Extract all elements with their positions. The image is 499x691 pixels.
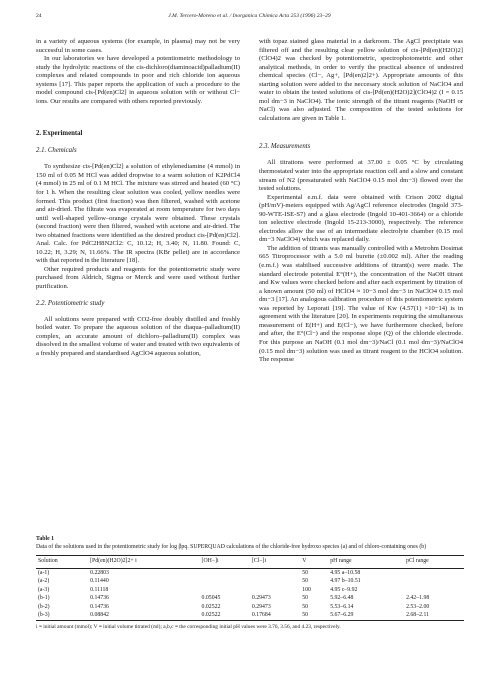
paragraph: All titrations were performed at 37.00 ± 0.05 °C by circulating thermostated water into the appropriate reaction cell and a slow and constant stream of N2 (presaturated with NaClO4 0.15 mol dm−3) flowed over the tested solutions.	[259, 159, 463, 193]
left-column	[36, 38, 240, 358]
table-row	[36, 586, 464, 595]
table-row	[36, 603, 464, 612]
table-row	[36, 578, 464, 587]
table-cell	[200, 586, 250, 595]
table-cell: (b-2)	[38, 603, 50, 610]
table-caption	[36, 536, 464, 551]
table-cell: 0.22803	[90, 569, 109, 576]
table-cell: 2.53–2.00	[406, 603, 430, 610]
right-column	[259, 38, 463, 365]
table-cell	[250, 586, 300, 595]
table-cell: 4.95 a–10.58	[330, 569, 361, 576]
column-header: pH range	[328, 556, 404, 569]
table-cell: (b-1)	[38, 595, 50, 601]
table-cell: 0.02522	[201, 603, 221, 610]
column-header: [Pd(en)(H2O)2]2+ i	[88, 556, 199, 569]
table-row	[36, 569, 464, 578]
table-cell	[200, 578, 250, 587]
table-cell: 2.68–2.11	[404, 612, 464, 621]
column-header: V	[300, 556, 328, 569]
table-cell: (b-3)	[36, 612, 88, 621]
table-cell: 50	[302, 603, 308, 610]
table-cell: 0.29473	[251, 603, 271, 610]
table-cell: 0.17684	[250, 612, 300, 621]
paragraph: All solutions were prepared with CO2-free doubly distilled and freshly boiled water. To prepare the aqueous solution of the diaqua–palladium(II) complex, an accurate amount of dichloro–palladium(II) complex was dissolved in the smallest volume of water and treated with two equivalents of a freshly prepared and standardised AgClO4 aqueous solution,	[36, 315, 240, 357]
subsection-heading-measurements: 2.3. Measurements	[259, 143, 311, 151]
table-cell: (a-2)	[38, 578, 50, 584]
column-header: [Cl−]i	[250, 556, 300, 569]
table-cell: 100	[302, 586, 311, 593]
column-header: [OH−]i	[200, 556, 250, 569]
table-cell: 0.11440	[90, 578, 109, 584]
table-1	[36, 536, 464, 632]
table-cell: 0.05045	[201, 595, 221, 601]
subsection-heading-potentiometric-study: 2.2. Potentiometric study	[36, 299, 105, 307]
subsection-heading-chemicals: 2.1. Chemicals	[36, 147, 77, 155]
table-cell	[250, 569, 300, 578]
data-table	[36, 555, 464, 621]
table-cell	[200, 569, 250, 578]
table-cell: 5.53–6.14	[330, 603, 354, 610]
table-cell: 0.08842	[88, 612, 199, 621]
column-header: Solution	[36, 556, 88, 569]
table-header-row	[36, 556, 464, 569]
table-cell: 0.02522	[200, 612, 250, 621]
table-cell: 50	[300, 612, 328, 621]
table-cell: 2.42–1.98	[406, 595, 430, 601]
paragraph: with topaz stained glass material in a darkroom. The AgCl precipitate was filtered off and the resulting clear yellow solution of cis-[Pd(en)(H2O)2](ClO4)2 was checked by potentiometric, spectrophotometric and other analytical methods, in order to verify the practical absence of undesired chemical species (Cl−, Ag+, [Pd(en)2]2+). Appropriate amounts of this starting solution were added to the neccesary stock solution of NaClO4 and water to obtain the tested solutions of cis-[Pd(en)(H2O)2](ClO4)2 (I = 0.15 mol dm−3 in NaClO4). The ionic strength of the titrant reagents (NaOH or NaCl) was also adjusted. The composition of the tested solutions for calculations are given in Table 1.	[259, 38, 463, 122]
paragraph: Experimental e.m.f. data were obtained with Crison 2002 digital (pH/mV)-meters equipped with Ag/AgCl reference electrodes (Ingold 373-90-WTE-ISE-S7) and a glass electrode (Ingold 10-401-3664) or a chloride ion selective electrode (Ingold 15-213-3000), respectively. The reference electrodes allow the use of an intermediate electrolyte chamber (0.15 mol dm−3 NaClO4) which was replaced daily.	[259, 193, 463, 244]
table-cell: 0.11118	[90, 586, 109, 593]
table-cell: 50	[302, 569, 308, 576]
table-cell: 4.95 c–9.92	[330, 586, 358, 593]
running-header	[36, 13, 463, 23]
column-header: pCl range	[404, 556, 464, 569]
table-cell: 0.14736	[90, 595, 109, 601]
table-footnote: i ≡ initial amount (mmol); V ≡ initial volume titrated (ml); a,b,c ≡ the corresponding initial pH values were 3.76, 3.56, and 4.23, respectively.	[36, 624, 341, 630]
table-row	[36, 595, 464, 604]
paragraph: The addition of titrants was manually controlled with a Metrohm Dosimat 665 Titroprocessor with a 5.0 ml burette (±0.002 ml). After the reading (e.m.f.) was stabilised successive additions of titrant(s) were made. The standard electrode potential E°(H+), the concentration of the NaOH titrant and Kw values were checked before and after each experiment by titration of a known amount (50 ml) of HClO4 ≈ 10−3 mol dm−3 in NaClO4 0.15 mol dm−3 [17]. An analogous calibration procedure of this potentiometric system was reported by Leporati [19]. The value of Kw (4.57(1) ×10−14) is in agreement with the literature [20]. In experiments requiring the simultaneous measurement of E(H+) and E(Cl−), we have furthermore checked, before and after, the E°(Cl−) and the response slope (Q) of the chloride electrode. For this purpose an NaOH (0.1 mol dm−3)/NaCl (0.1 mol dm−3)/NaClO4 (0.15 mol dm−3) solution was used as titrant reagent to the HClO4 solution. The response	[259, 244, 463, 364]
table-cell: 5.67–6.29	[328, 612, 404, 621]
table-cell: 0.29473	[251, 595, 271, 601]
table-cell: 0.14736	[90, 603, 109, 610]
table-row	[36, 612, 464, 621]
table-cell	[250, 578, 300, 587]
table-caption-text: Data of the solutions used in the potentiometric study for log βpq. SUPERQUAD calculations of the chloride-free hydroxo species (a) and of chloro-containing ones (b)	[36, 543, 427, 550]
section-heading-experimental: 2. Experimental	[36, 130, 83, 138]
running-title: J.M. Tercero-Moreno et al. / Inorganica Chimica Acta 253 (1996) 23–29	[168, 13, 331, 19]
paragraph: To synthesize cis-[Pd(en)Cl2] a solution of ethylenediamine (4 mmol) in 150 ml of 0.05 M HCl was added dropwise to a warm solution of K2PdCl4 (4 mmol) in 25 ml of 0.1 M HCl. The mixture was stirred and heated (60 °C) for 1 h. When the resulting clear solution was cooled, yellow needles were formed. This product (first fraction) was then filtered, washed with acetone and air-dried. The filtrate was evaporated at room temperature for two days until well-shaped yellow–orange crystals were obtained. These crystals (second fraction) were then filtered, washed with acetone and air-dried. The two obtained fractions were identified as the desired product cis-[Pd(en)Cl2]. Anal. Calc. for PdC2H8N2Cl2: C, 10.12; H, 3.40; N, 11.80. Found: C, 10.22; H, 3.29; N, 11.66%. The IR spectra (KBr pellet) are in accordance with that reported in the literature [18].	[36, 163, 240, 265]
table-cell	[404, 578, 464, 587]
table-cell: 5.92–6.48	[330, 595, 354, 601]
table-cell: (a-1)	[38, 569, 50, 576]
table-cell: 4.97 b–10.51	[330, 578, 361, 584]
table-label: Table 1	[36, 536, 54, 542]
table-cell: 50	[302, 595, 308, 601]
paragraph: Other required products and reagents for the potentiometric study were purchased from Aldrich, Sigma or Merck and were used without further purification.	[36, 265, 240, 291]
table-cell: (a-3)	[38, 586, 50, 593]
paragraph: in a variety of aqueous systems (for example, in plasma) may not be very successful in some cases.	[36, 38, 240, 54]
paragraph: In our laboratories we have developed a potentiometric methodology to study the hydrolytic reactions of the cis-dichloro(diaminoacid)palladium(II) complexes and related compounds in poor and rich chloride ion aqueous systems [17]. This paper reports the application of such a procedure to the model compound cis-[Pd(en)Cl2] in aqueous solution with or without Cl− ions. Our results are compared with others reported previously.	[36, 55, 240, 105]
table-cell: 50	[302, 578, 308, 584]
table-cell	[404, 569, 464, 578]
page-number: 24	[36, 13, 42, 19]
table-cell	[404, 586, 464, 595]
